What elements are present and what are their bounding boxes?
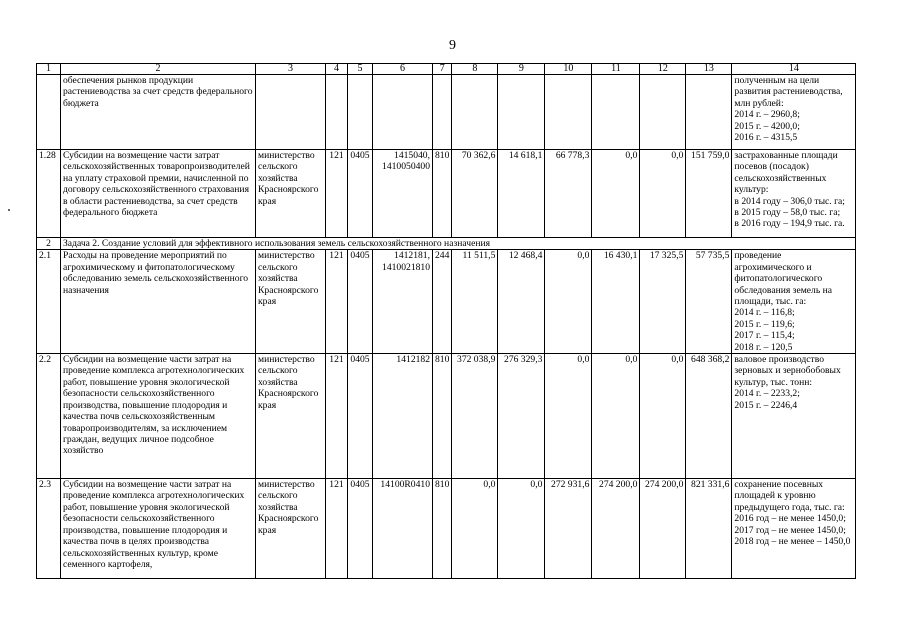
responsible-body: министерство сельского хозяйства Красноярского края xyxy=(256,354,326,479)
col-header: 5 xyxy=(348,64,373,75)
amount-col9: 12 468,4 xyxy=(498,250,545,354)
amount-col9 xyxy=(498,75,545,150)
task-row xyxy=(37,238,856,250)
expense-type: 810 xyxy=(433,150,452,238)
col-header: 6 xyxy=(373,64,433,75)
row-number xyxy=(37,75,61,150)
grbs-code: 121 xyxy=(326,479,348,579)
expense-type xyxy=(433,75,452,150)
table-row xyxy=(37,479,856,579)
col-header: 13 xyxy=(686,64,732,75)
section-code: 0405 xyxy=(348,150,373,238)
amount-col10: 66 778,3 xyxy=(545,150,592,238)
table-row xyxy=(37,150,856,238)
row-number: 1.28 xyxy=(37,150,61,238)
expense-type: 810 xyxy=(433,479,452,579)
expected-result: проведение агрохимического и фитопатологического обследования земель на площади, тыс. га: 2014 г. – 116,8; 2015 г. – 119,6; 2017 г. – 115,4; 2018 г. – 120,5 xyxy=(732,250,856,354)
amount-col12: 0,0 xyxy=(640,354,686,479)
task-number: 2 xyxy=(37,238,61,250)
responsible-body: министерство сельского хозяйства Красноярского края xyxy=(256,150,326,238)
row-number: 2.2 xyxy=(37,354,61,479)
column-number-row xyxy=(37,64,856,75)
row-number: 2.3 xyxy=(37,479,61,579)
expected-result: полученным на цели развития растениеводства, млн рублей: 2014 г. – 2960,8; 2015 г. – 4200,0; 2016 г. – 4315,5 xyxy=(732,75,856,150)
table-row xyxy=(37,250,856,354)
amount-col9: 14 618,1 xyxy=(498,150,545,238)
amount-col12: 17 325,5 xyxy=(640,250,686,354)
col-header: 14 xyxy=(732,64,856,75)
amount-col11: 274 200,0 xyxy=(592,479,640,579)
scan-speck xyxy=(8,209,10,211)
amount-col8: 11 511,5 xyxy=(452,250,498,354)
expense-type: 244 xyxy=(433,250,452,354)
col-header: 1 xyxy=(37,64,61,75)
amount-col10: 0,0 xyxy=(545,250,592,354)
amount-total: 821 331,6 xyxy=(686,479,732,579)
section-code: 0405 xyxy=(348,479,373,579)
col-header: 3 xyxy=(256,64,326,75)
table-row xyxy=(37,75,856,150)
expected-result: валовое производство зерновых и зернобобовых культур, тыс. тонн: 2014 г. – 2233,2; 2015 г. – 2246,4 xyxy=(732,354,856,479)
expected-result: застрахованные площади посевов (посадок) сельскохозяйственных культур: в 2014 году – 306,0 тыс. га; в 2015 году – 58,0 тыс. га; в 2016 году – 194,9 тыс. га. xyxy=(732,150,856,238)
col-header: 9 xyxy=(498,64,545,75)
row-number: 2.1 xyxy=(37,250,61,354)
responsible-body xyxy=(256,75,326,150)
col-header: 4 xyxy=(326,64,348,75)
amount-col12 xyxy=(640,75,686,150)
responsible-body: министерство сельского хозяйства Красноярского края xyxy=(256,250,326,354)
responsible-body: министерство сельского хозяйства Красноярского края xyxy=(256,479,326,579)
target-code xyxy=(373,75,433,150)
amount-col8: 70 362,6 xyxy=(452,150,498,238)
grbs-code: 121 xyxy=(326,250,348,354)
target-code: 1412181, 1410021810 xyxy=(373,250,433,354)
page-number: 9 xyxy=(449,38,456,53)
section-code: 0405 xyxy=(348,250,373,354)
section-code xyxy=(348,75,373,150)
target-code: 1412182 xyxy=(373,354,433,479)
amount-col10: 272 931,6 xyxy=(545,479,592,579)
col-header: 11 xyxy=(592,64,640,75)
target-code: 1415040, 1410050400 xyxy=(373,150,433,238)
amount-col8: 372 038,9 xyxy=(452,354,498,479)
col-header: 2 xyxy=(61,64,256,75)
table-row xyxy=(37,354,856,479)
expense-type: 810 xyxy=(433,354,452,479)
col-header: 7 xyxy=(433,64,452,75)
amount-col11: 0,0 xyxy=(592,150,640,238)
col-header: 12 xyxy=(640,64,686,75)
expected-result: сохранение посевных площадей к уровню предыдущего года, тыс. га: 2016 год – не менее 1450,0; 2017 год – не менее 1450,0; 2018 год – не менее – 1450,0 xyxy=(732,479,856,579)
amount-col11: 16 430,1 xyxy=(592,250,640,354)
measure-name: Субсидии на возмещение части затрат сельскохозяйственных товаропроизводителей на уплату страховой премии, начисленной по договору сельскохозяйственного страхования в области растениеводства, за счет средств федерального бюджета xyxy=(61,150,256,238)
amount-col8: 0,0 xyxy=(452,479,498,579)
measure-name: Расходы на проведение мероприятий по агрохимическому и фитопатологическому обследованию земель сельскохозяйственного назначения xyxy=(61,250,256,354)
amount-col12: 0,0 xyxy=(640,150,686,238)
amount-col12: 274 200,0 xyxy=(640,479,686,579)
target-code: 14100R0410 xyxy=(373,479,433,579)
grbs-code xyxy=(326,75,348,150)
amount-col10: 0,0 xyxy=(545,354,592,479)
col-header: 8 xyxy=(452,64,498,75)
grbs-code: 121 xyxy=(326,150,348,238)
amount-col11 xyxy=(592,75,640,150)
amount-col9: 0,0 xyxy=(498,479,545,579)
amount-total: 57 735,5 xyxy=(686,250,732,354)
amount-col9: 276 329,3 xyxy=(498,354,545,479)
measure-name: Субсидии на возмещение части затрат на проведение комплекса агротехнологических работ, повышение уровня экологической безопасности сельскохозяйственного производства, повышение плодородия и качества почв в целях производства сельскохозяйственных культур, кроме семенного картофеля, xyxy=(61,479,256,579)
amount-col11: 0,0 xyxy=(592,354,640,479)
amount-col8 xyxy=(452,75,498,150)
amount-total xyxy=(686,75,732,150)
amount-col10 xyxy=(545,75,592,150)
amount-total: 648 368,2 xyxy=(686,354,732,479)
section-code: 0405 xyxy=(348,354,373,479)
measure-name: обеспечения рынков продукции растениеводства за счет средств федерального бюджета xyxy=(61,75,256,150)
grbs-code: 121 xyxy=(326,354,348,479)
subsidy-table xyxy=(36,63,856,579)
measure-name: Субсидии на возмещение части затрат на проведение комплекса агротехнологических работ, повышение уровня экологической безопасности сельскохозяйственного производства, повышение плодородия и качества почв сельскохозяйственным товаропроизводителям, за исключением граждан, ведущих личное подсобное хозяйство xyxy=(61,354,256,479)
amount-total: 151 759,0 xyxy=(686,150,732,238)
task-title: Задача 2. Создание условий для эффективного использования земель сельскохозяйственного назначения xyxy=(61,238,856,250)
col-header: 10 xyxy=(545,64,592,75)
